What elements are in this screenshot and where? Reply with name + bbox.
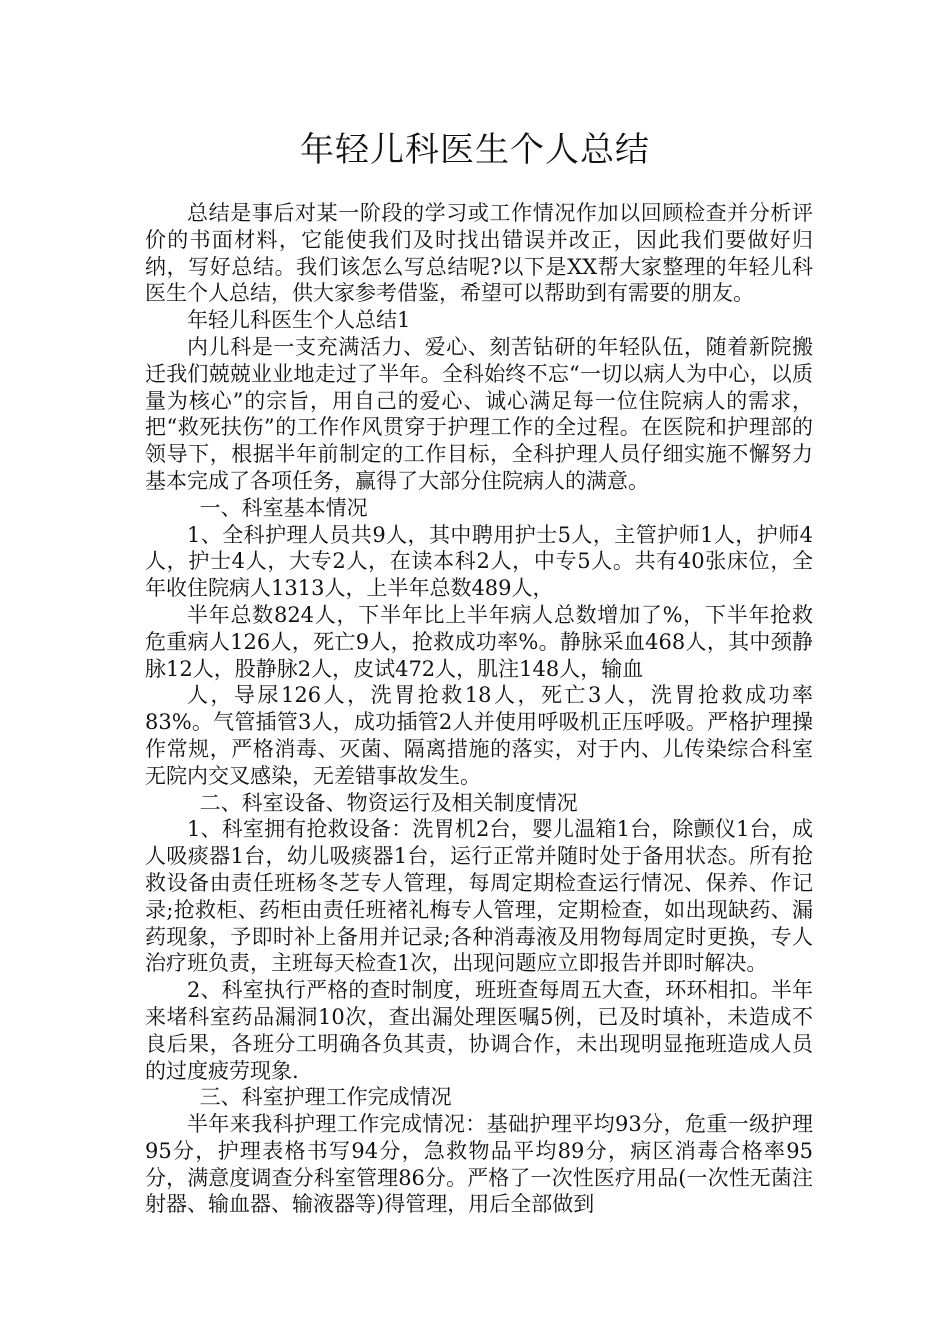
page-title: 年轻儿科医生个人总结 xyxy=(300,130,650,170)
section-heading-nursing-work: 三、科室护理工作完成情况 xyxy=(199,1085,452,1110)
body-paragraph: 1、科室拥有抢救设备：洗胃机2台，婴儿温箱1台，除颤仪1台，成人吸痰器1台，幼儿吸痰器1台，运行正常并随时处于备用状态。所有抢救设备由责任班杨冬芝专人管理，每周定期检查运行情况、保养、作记录;抢救柜、药柜由责任班褚礼梅专人管理，定期检查，如出现缺药、漏药现象，予即时补上备用并记录;各种消毒液及用物每周定时更换，专人治疗班负责，主班每天检查1次，出现问题应立即报告并即时解决。 xyxy=(145,817,813,976)
section-heading-equipment: 二、科室设备、物资运行及相关制度情况 xyxy=(199,790,578,815)
document-body xyxy=(145,200,813,1218)
body-paragraph: 1、全科护理人员共9人，其中聘用护士5人，主管护师1人，护师4人，护士4人，大专2人，在读本科2人，中专5人。共有40张床位，全年收住院病人1313人，上半年总数489人， xyxy=(145,522,813,601)
body-paragraph: 半年总数824人，下半年比上半年病人总数增加了%，下半年抢救危重病人126人，死亡9人，抢救成功率%。静脉采血468人，其中颈静脉12人，股静脉2人，皮试472人，肌注148人，输血 xyxy=(145,602,813,681)
body-paragraph: 半年来我科护理工作完成情况：基础护理平均93分，危重一级护理95分，护理表格书写94分，急救物品平均89分，病区消毒合格率95分，满意度调查分科室管理86分。严格了一次性医疗用品(一次性无菌注射器、输血器、输液器等)得管理，用后全部做到 xyxy=(145,1112,813,1217)
intro-paragraph: 总结是事后对某一阶段的学习或工作情况作加以回顾检查并分析评价的书面材料，它能使我们及时找出错误并改正，因此我们要做好归纳，写好总结。我们该怎么写总结呢?以下是XX帮大家整理的年轻儿科医生个人总结，供大家参考借鉴，希望可以帮助到有需要的朋友。 xyxy=(145,201,813,306)
body-paragraph: 内儿科是一支充满活力、爱心、刻苦钻研的年轻队伍，随着新院搬迁我们兢兢业业地走过了半年。全科始终不忘“一切以病人为中心，以质量为核心”的宗旨，用自己的爱心、诚心满足每一位住院病人的需求，把“救死扶伤”的工作作风贯穿于护理工作的全过程。在医院和护理部的领导下，根据半年前制定的工作目标，全科护理人员仔细实施不懈努力基本完成了各项任务，赢得了大部分住院病人的满意。 xyxy=(145,334,813,493)
body-paragraph: 2、科室执行严格的查时制度，班班查每周五大查，环环相扣。半年来堵科室药品漏洞10次，查出漏处理医嘱5例，已及时填补，未造成不良后果，各班分工明确各负其责，协调合作，未出现明显拖班造成人员的过度疲劳现象. xyxy=(145,978,813,1083)
body-paragraph: 人，导尿126人，洗胃抢救18人，死亡3人，洗胃抢救成功率83%。气管插管3人，成功插管2人并使用呼吸机正压呼吸。严格护理操作常规，严格消毒、灭菌、隔离措施的落实，对于内、儿传染综合科室无院内交叉感染，无差错事故发生。 xyxy=(145,683,813,788)
section-title-summary-1: 年轻儿科医生个人总结1 xyxy=(187,308,411,333)
section-heading-basic-info: 一、科室基本情况 xyxy=(199,495,368,520)
